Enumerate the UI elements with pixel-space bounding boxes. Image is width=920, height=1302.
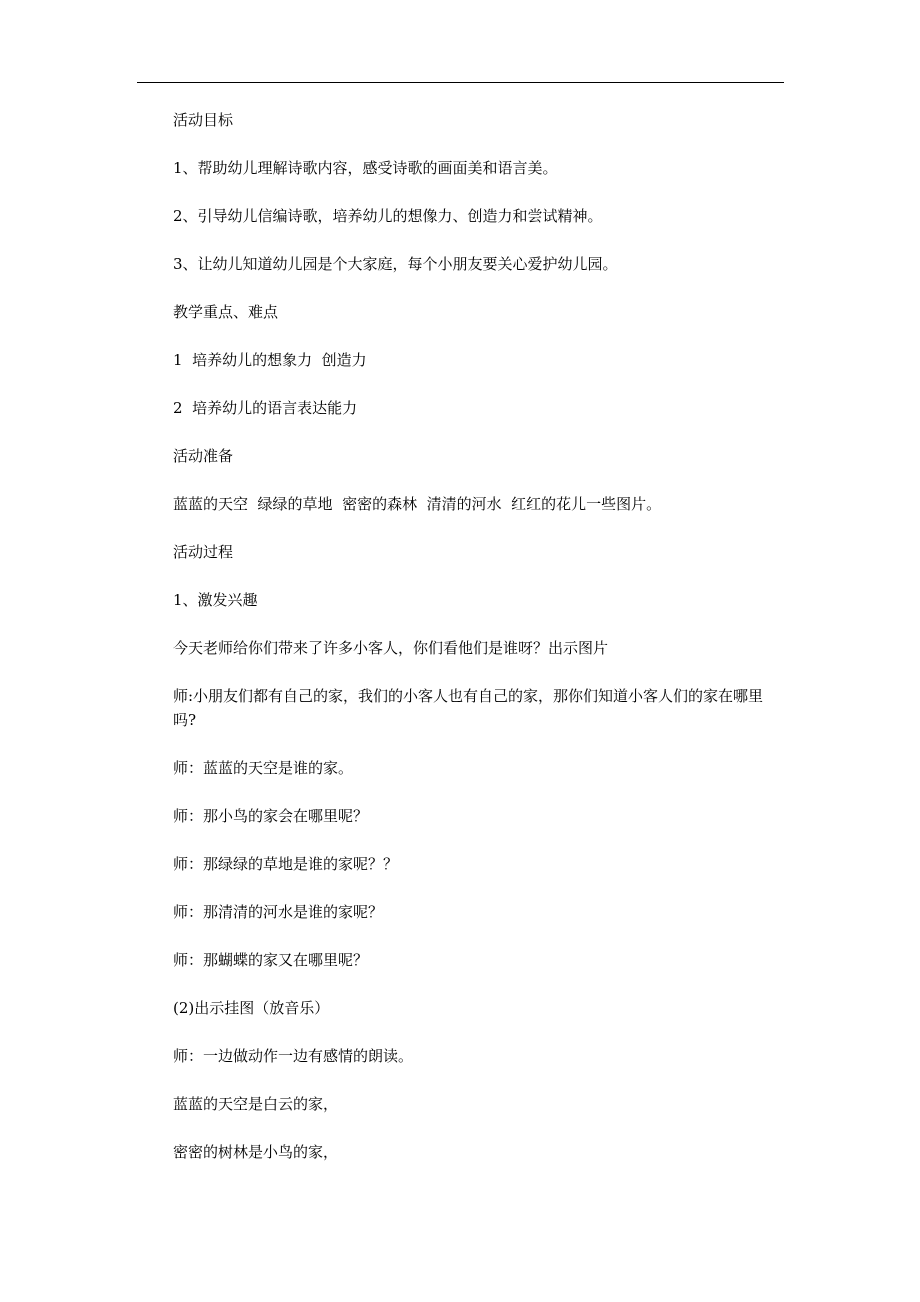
heading-preparation: 活动准备 xyxy=(173,447,234,465)
process-paragraph: 今天老师给你们带来了许多小客人，你们看他们是谁呀？出示图片 xyxy=(173,639,609,657)
key-point-2: 2 培养幼儿的语言表达能力 xyxy=(173,399,358,417)
process-paragraph: 师：那清清的河水是谁的家呢？ xyxy=(173,903,384,921)
preparation-text: 蓝蓝的天空 绿绿的草地 密密的森林 清清的河水 红红的花儿一些图片。 xyxy=(173,495,662,513)
process-step-1: 1、激发兴趣 xyxy=(173,591,258,609)
heading-process: 活动过程 xyxy=(173,543,234,561)
document-body xyxy=(173,108,785,1188)
process-step-2: (2)出示挂图（放音乐） xyxy=(173,999,330,1017)
goal-item-2: 2、引导幼儿信编诗歌，培养幼儿的想像力、创造力和尝试精神。 xyxy=(173,207,603,225)
process-paragraph: 师:小朋友们都有自己的家，我们的小客人也有自己的家，那你们知道小客人们的家在哪里吗? xyxy=(173,687,764,729)
goal-item-3: 3、让幼儿知道幼儿园是个大家庭，每个小朋友要关心爱护幼儿园。 xyxy=(173,255,618,273)
goal-item-1: 1、帮助幼儿理解诗歌内容，感受诗歌的画面美和语言美。 xyxy=(173,159,558,177)
heading-activity-goals: 活动目标 xyxy=(173,111,234,129)
process-paragraph: 师：那小鸟的家会在哪里呢？ xyxy=(173,807,369,825)
process-paragraph: 师：一边做动作一边有感情的朗读。 xyxy=(173,1047,414,1065)
process-paragraph: 师：蓝蓝的天空是谁的家。 xyxy=(173,759,354,777)
poem-line: 密密的树林是小鸟的家， xyxy=(173,1143,339,1161)
poem-line: 蓝蓝的天空是白云的家， xyxy=(173,1095,339,1113)
header-rule xyxy=(137,82,784,83)
process-paragraph: 师：那蝴蝶的家又在哪里呢？ xyxy=(173,951,369,969)
process-paragraph: 师：那绿绿的草地是谁的家呢？？ xyxy=(173,855,399,873)
heading-key-points: 教学重点、难点 xyxy=(173,303,279,321)
key-point-1: 1 培养幼儿的想象力 创造力 xyxy=(173,351,367,369)
